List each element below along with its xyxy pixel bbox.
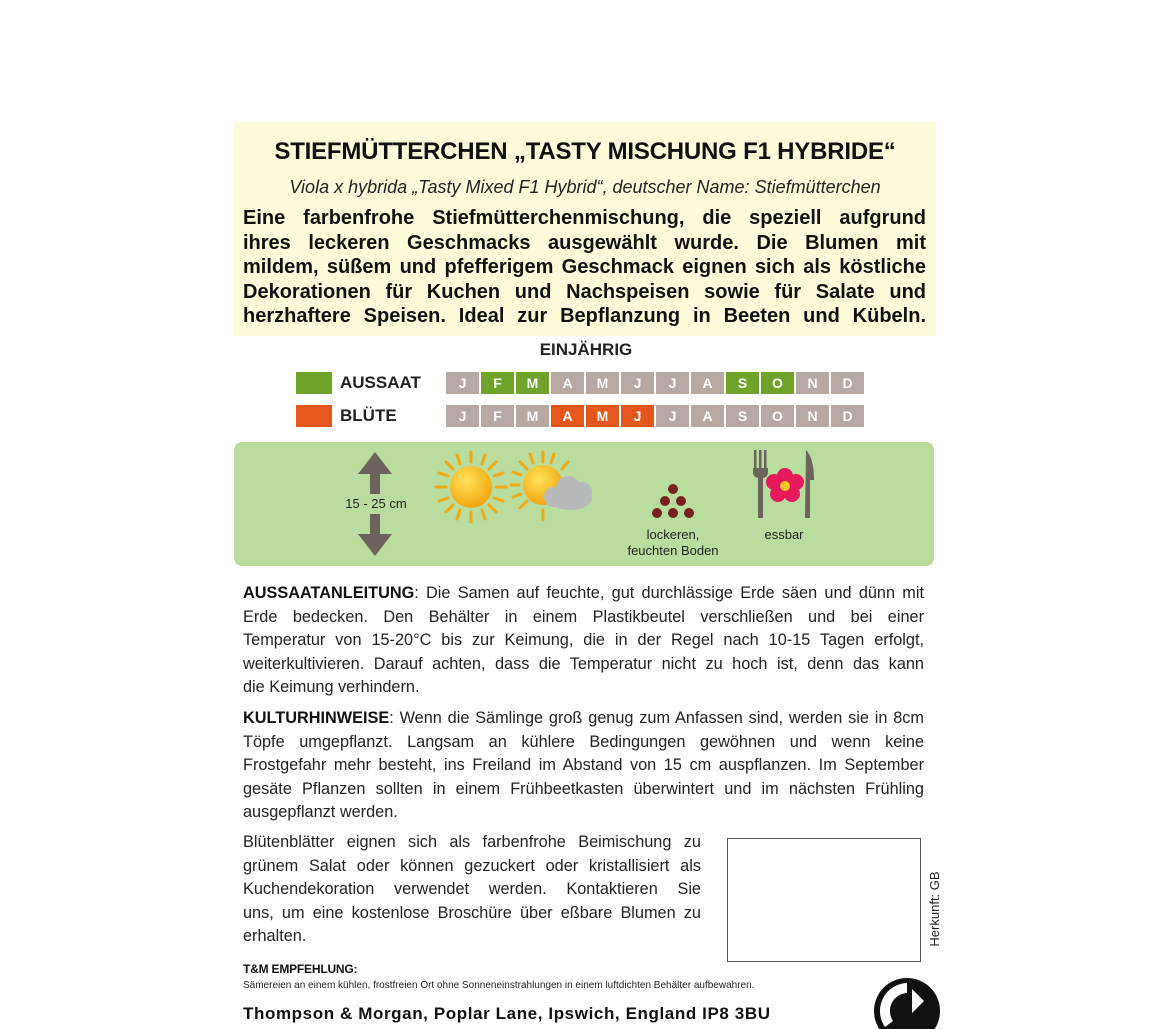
sowing-instructions — [243, 582, 924, 700]
soil-label-line: lockeren, — [646, 527, 700, 542]
month-cell: J — [621, 372, 654, 394]
height-label: 15 - 25 cm — [345, 496, 407, 511]
month-cell: J — [446, 372, 479, 394]
text-line: Blütenblätter eignen sich als farbenfrohe Beimischung zu — [243, 833, 701, 851]
month-cell: M — [586, 405, 619, 427]
description-line: Dekorationen für Kuchen und Nachspeisen sowie für Salate und — [243, 280, 926, 303]
sowing-label: AUSSAAT — [340, 373, 421, 392]
text-line: die Keimung verhindern. — [243, 678, 420, 696]
month-cell: S — [726, 372, 759, 394]
month-cell: J — [656, 372, 689, 394]
month-cell: A — [551, 405, 584, 427]
sowing-swatch — [296, 372, 332, 394]
text-line: Temperatur von 15-20°C bis zur Keimung, die in der Regel nach 10-15 Tagen erfolgt, — [243, 631, 924, 649]
text-line: ausgepflanzt werden. — [243, 803, 398, 821]
month-cell: N — [796, 372, 829, 394]
recommendation-title: T&M EMPFEHLUNG: — [243, 962, 358, 976]
text-line: Töpfe umgepflanzt. Langsam an kühlere Bedingungen gewöhnen und wenn keine — [243, 732, 924, 751]
partial-shade-icon — [510, 450, 602, 524]
description-line: ihres leckeren Geschmacks ausgewählt wurde. Die Blumen mit — [243, 231, 926, 254]
sowing-months — [446, 372, 864, 394]
petals-note — [243, 831, 701, 949]
month-cell: D — [831, 405, 864, 427]
month-cell: S — [726, 405, 759, 427]
description-line: Eine farbenfrohe Stiefmütterchenmischung, die speziell aufgrund — [243, 207, 926, 229]
month-cell: N — [796, 405, 829, 427]
botanical-name: Viola x hybrida „Tasty Mixed F1 Hybrid“, deutscher Name: Stiefmütterchen — [289, 177, 881, 197]
month-cell: J — [621, 405, 654, 427]
soil-label — [612, 527, 734, 559]
month-cell: M — [516, 405, 549, 427]
text-line: gesäte Pflanzen sollten in einem Frühbeetkasten überwintert und im nächsten Frühling — [243, 779, 924, 798]
bloom-months — [446, 405, 864, 427]
text-line: erhalten. — [243, 927, 307, 945]
month-cell: J — [656, 405, 689, 427]
month-cell: D — [831, 372, 864, 394]
text-line: weiterkultivieren. Darauf achten, dass die Temperatur nicht zu hoch ist, denn das kann — [243, 654, 924, 673]
description-line: mildem, süßem und pfefferigem Geschmack eignen sich als köstliche — [243, 256, 926, 278]
sowing-heading: AUSSAATANLEITUNG — [243, 584, 415, 602]
text-line — [243, 582, 924, 606]
culture-heading: KULTURHINWEISE — [243, 709, 390, 727]
text-line: Erde bedecken. Den Behälter in einem Plastikbeutel verschließen und bei einer — [243, 607, 924, 626]
text-line — [243, 707, 924, 731]
recommendation-text: Sämereien an einem kühlen, frostfreien Ort ohne Sonneneinstrahlungen in einem luftdichten Behälter aufbewahren. — [243, 980, 755, 991]
text-line: : Die Samen auf feuchte, gut durchlässige Erde säen und dünn mit — [414, 584, 924, 602]
text-line: grünem Salat oder können gezuckert oder kristallisiert als — [243, 856, 701, 875]
month-cell: A — [551, 372, 584, 394]
bloom-label: BLÜTE — [340, 406, 397, 425]
sowing-calendar-row — [296, 372, 864, 394]
month-cell: A — [691, 372, 724, 394]
text-line: : Wenn die Sämlinge groß genug zum Anfassen sind, werden sie in 8cm — [389, 709, 924, 727]
month-cell: F — [481, 405, 514, 427]
culture-notes — [243, 707, 924, 825]
text-line: Kuchendekoration verwendet werden. Kontaktieren Sie — [243, 880, 701, 898]
description-line: herzhaftere Speisen. Ideal zur Bepflanzung in Beeten und Kübeln. — [243, 305, 926, 327]
text-line: uns, um eine kostenlose Broschüre über eßbare Blumen zu — [243, 903, 701, 922]
text-line: Frostgefahr mehr besteht, ins Freiland im Abstand von 15 cm auspflanzen. Im September — [243, 756, 924, 774]
edible-label: essbar — [764, 527, 804, 542]
month-cell: F — [481, 372, 514, 394]
product-title: STIEFMÜTTERCHEN „TASTY MISCHUNG F1 HYBRIDE“ — [274, 138, 896, 165]
bloom-calendar-row — [296, 405, 864, 427]
company-address: Thompson & Morgan, Poplar Lane, Ipswich, England IP8 3BU — [243, 1004, 771, 1023]
green-dot-recycle-icon — [872, 975, 942, 1029]
month-cell: M — [586, 372, 619, 394]
month-cell: M — [516, 372, 549, 394]
full-sun-icon — [434, 450, 508, 524]
soil-icon — [649, 483, 697, 523]
product-description — [243, 206, 926, 329]
plant-type-label: EINJÄHRIG — [539, 340, 633, 359]
month-cell: O — [761, 405, 794, 427]
month-cell: O — [761, 372, 794, 394]
month-cell: J — [446, 405, 479, 427]
edible-cutlery-icon — [750, 448, 820, 520]
lot-number-box — [727, 838, 921, 962]
bloom-swatch — [296, 405, 332, 427]
month-cell: A — [691, 405, 724, 427]
origin-label: Herkunft: GB — [927, 871, 942, 947]
soil-label-line: feuchten Boden — [627, 543, 719, 558]
